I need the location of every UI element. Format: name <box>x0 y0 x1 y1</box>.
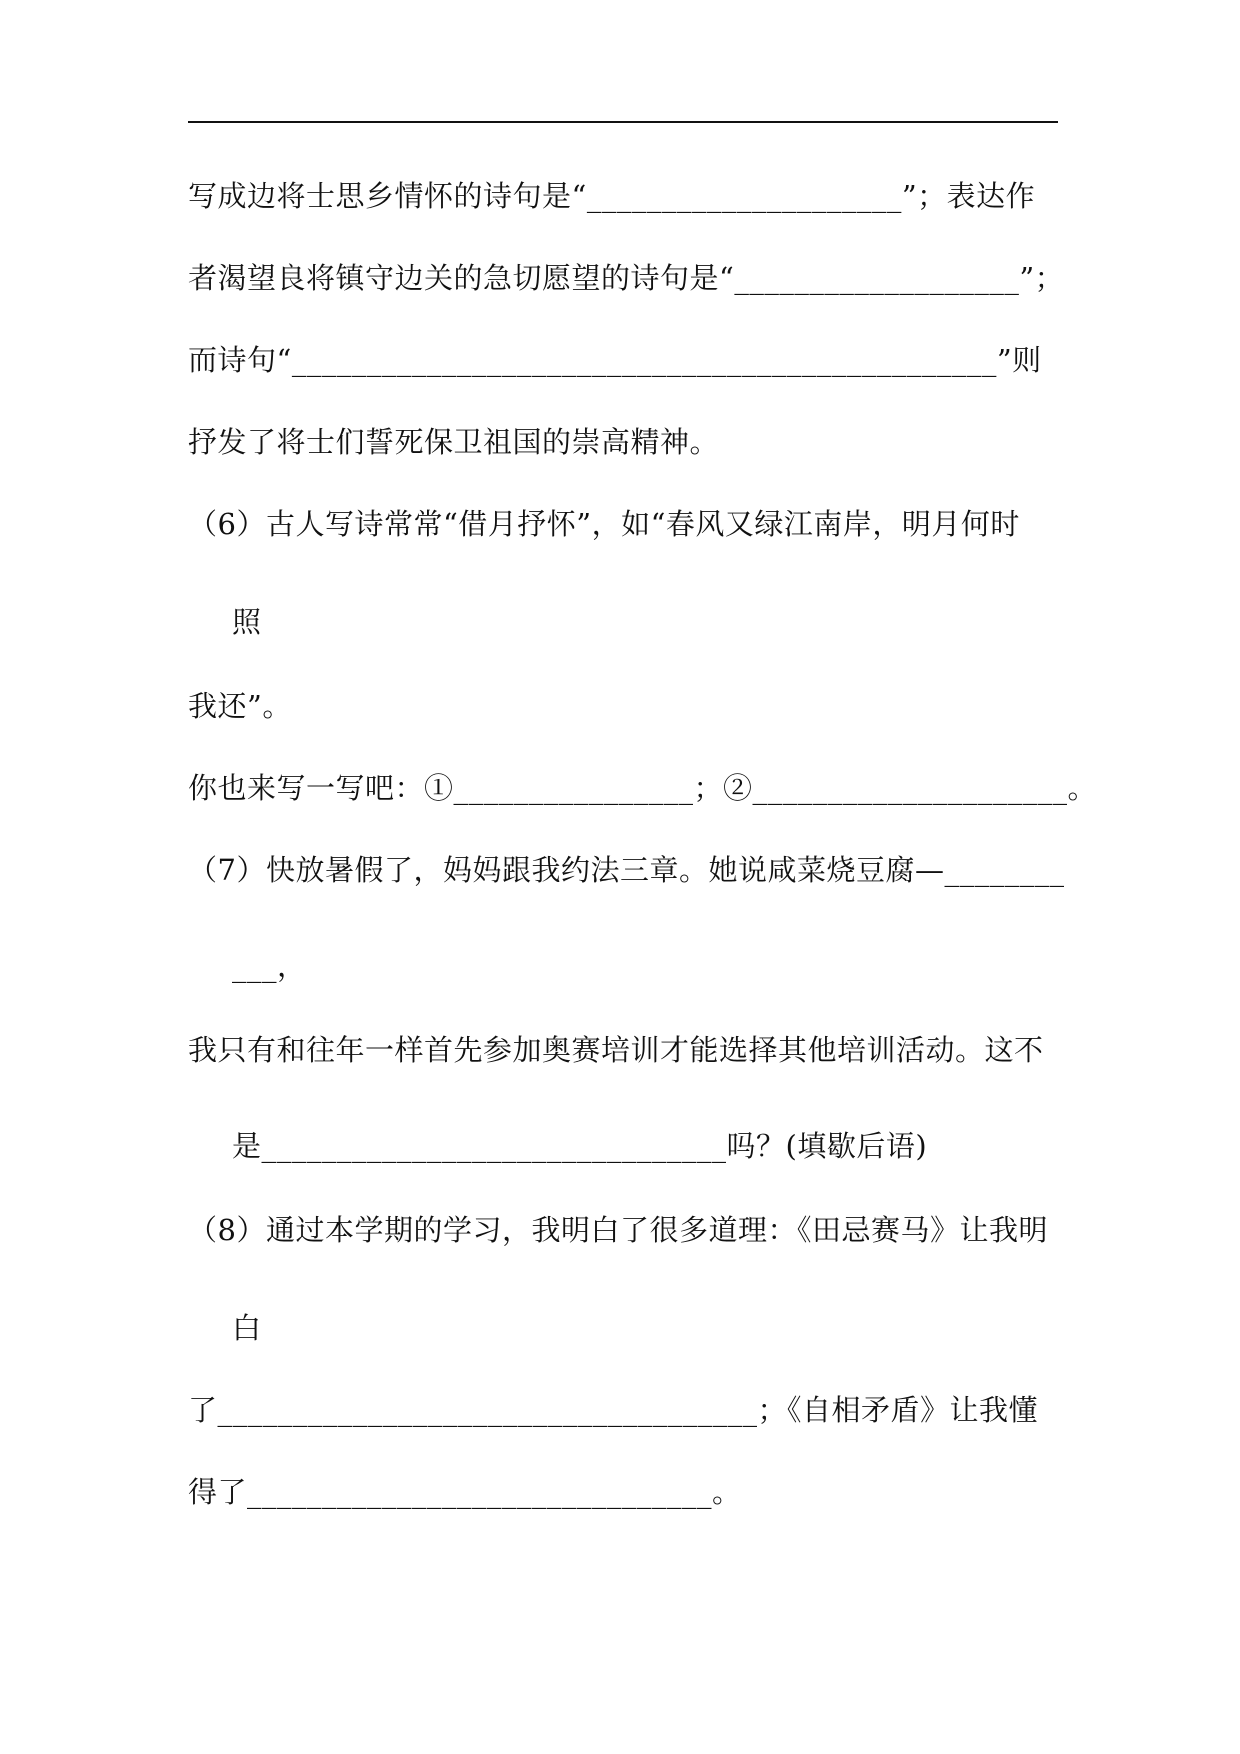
header-rule <box>188 121 1058 123</box>
question-8-line-1: （8）通过本学期的学习，我明白了很多道理：《田忌赛马》让我明 <box>188 1213 1048 1247</box>
question-6-line-4: 你也来写一写吧：①________________；②_____________________。 <box>188 771 1098 805</box>
question-7-line-2: ___， <box>232 949 307 983</box>
question-6-line-1: （6）古人写诗常常“借月抒怀”，如“春风又绿江南岸，明月何时 <box>188 507 1020 541</box>
text-line-2: 者渴望良将镇守边关的急切愿望的诗句是“___________________”； <box>188 261 1065 295</box>
question-8-line-2: 白 <box>232 1311 262 1345</box>
question-8-line-3: 了____________________________________；《自相矛盾》让我懂 <box>188 1393 1039 1427</box>
question-7-line-3: 我只有和往年一样首先参加奥赛培训才能选择其他培训活动。这不 <box>188 1033 1044 1067</box>
question-7-line-1: （7）快放暑假了，妈妈跟我约法三章。她说咸菜烧豆腐—________ <box>188 853 1065 887</box>
text-line-1: 写成边将士思乡情怀的诗句是“_____________________”；表达作 <box>188 179 1036 213</box>
question-7-line-4: 是_______________________________吗？(填歇后语) <box>232 1129 928 1163</box>
text-line-4: 抒发了将士们誓死保卫祖国的崇高精神。 <box>188 425 720 459</box>
question-6-line-2: 照 <box>232 605 262 639</box>
question-6-line-3: 我还”。 <box>188 689 292 723</box>
text-line-3: 而诗句“_______________________________________________”则 <box>188 343 1042 377</box>
question-8-line-4: 得了_______________________________。 <box>188 1475 742 1509</box>
